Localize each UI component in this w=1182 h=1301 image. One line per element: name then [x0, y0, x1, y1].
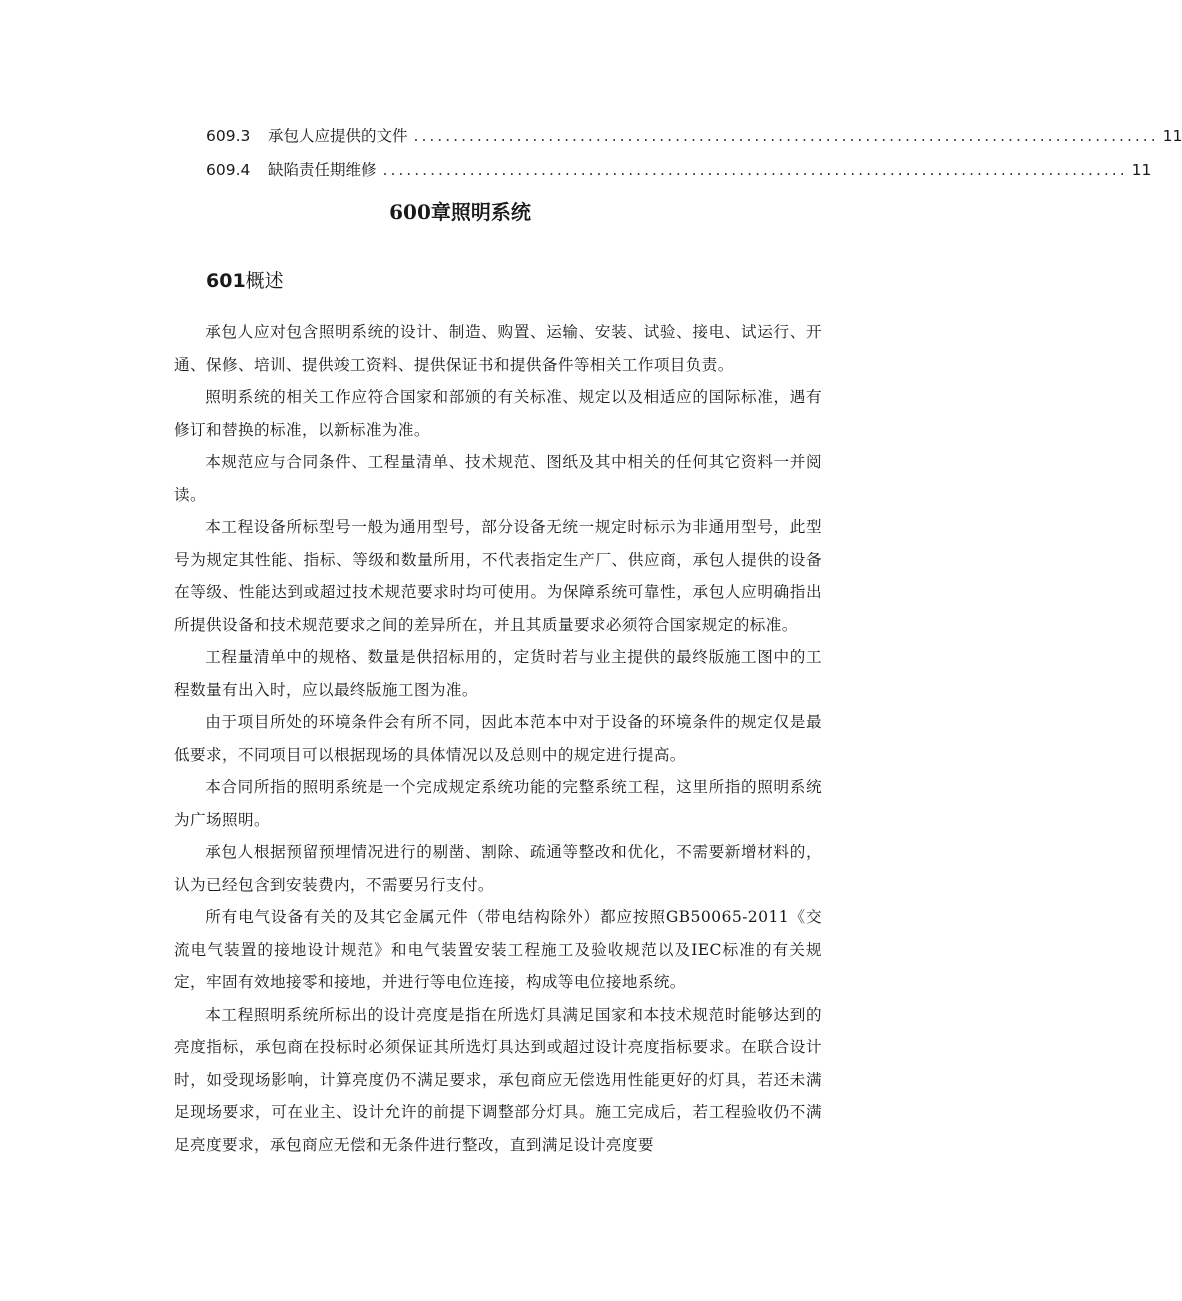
toc-leader-dots: ..............................................................................................	[382, 161, 1128, 179]
paragraph: 本工程设备所标型号一般为通用型号，部分设备无统一规定时标示为非通用型号，此型号为规定其性能、指标、等级和数量所用，不代表指定生产厂、供应商，承包人提供的设备在等级、性能达到或超过技术规范要求时均可使用。为保障系统可靠性，承包人应明确指出所提供设备和技术规范要求之间的差异所在，并且其质量要求必须符合国家规定的标准。	[174, 518, 822, 634]
table-of-contents	[206, 124, 1182, 192]
toc-entry-page: 11	[1131, 161, 1152, 179]
toc-entry[interactable]	[206, 158, 1152, 192]
toc-entry-number: 609.3	[206, 127, 251, 145]
toc-leader-dots: ..............................................................................................	[413, 127, 1159, 145]
paragraph: 工程量清单中的规格、数量是供招标用的，定货时若与业主提供的最终版施工图中的工程数量有出入时，应以最终版施工图为准。	[174, 648, 822, 699]
section-heading	[206, 266, 284, 293]
paragraph: 本合同所指的照明系统是一个完成规定系统功能的完整系统工程，这里所指的照明系统为广场照明。	[174, 778, 822, 829]
paragraph: 本工程照明系统所标出的设计亮度是指在所选灯具满足国家和本技术规范时能够达到的亮度指标，承包商在投标时必须保证其所选灯具达到或超过设计亮度指标要求。在联合设计时，如受现场影响，计算亮度仍不满足要求，承包商应无偿选用性能更好的灯具，若还未满足现场要求，可在业主、设计允许的前提下调整部分灯具。施工完成后，若工程验收仍不满足亮度要求，承包商应无偿和无条件进行整改，直到满足设计亮度要	[174, 1005, 822, 1154]
paragraph: 由于项目所处的环境条件会有所不同，因此本范本中对于设备的环境条件的规定仅是最低要求，不同项目可以根据现场的具体情况以及总则中的规定进行提高。	[174, 713, 822, 764]
toc-entry-page: 11	[1162, 127, 1182, 145]
toc-entry-title: 承包人应提供的文件	[268, 127, 408, 145]
body-text	[174, 316, 822, 1161]
toc-entry[interactable]	[206, 124, 1182, 158]
section-number: 601	[206, 270, 246, 292]
paragraph: 本规范应与合同条件、工程量清单、技术规范、图纸及其中相关的任何其它资料一并阅读。	[174, 453, 822, 504]
toc-entry-number: 609.4	[206, 161, 251, 179]
paragraph: 承包人根据预留预埋情况进行的剔凿、割除、疏通等整改和优化，不需要新增材料的，认为已经包含到安装费内，不需要另行支付。	[174, 843, 822, 894]
section-title: 概述	[245, 270, 284, 292]
paragraph: 承包人应对包含照明系统的设计、制造、购置、运输、安装、试验、接电、试运行、开通、保修、培训、提供竣工资料、提供保证书和提供备件等相关工作项目负责。	[174, 323, 822, 374]
paragraph: 照明系统的相关工作应符合国家和部颁的有关标准、规定以及相适应的国际标准，遇有修订和替换的标准，以新标准为准。	[174, 388, 822, 439]
chapter-title: 600章照明系统	[389, 200, 531, 224]
toc-entry-title: 缺陷责任期维修	[268, 161, 377, 179]
paragraph: 所有电气设备有关的及其它金属元件（带电结构除外）都应按照GB50065-2011《交流电气装置的接地设计规范》和电气装置安装工程施工及验收规范以及IEC标准的有关规定，牢固有效地接零和接地，并进行等电位连接，构成等电位接地系统。	[174, 908, 822, 991]
